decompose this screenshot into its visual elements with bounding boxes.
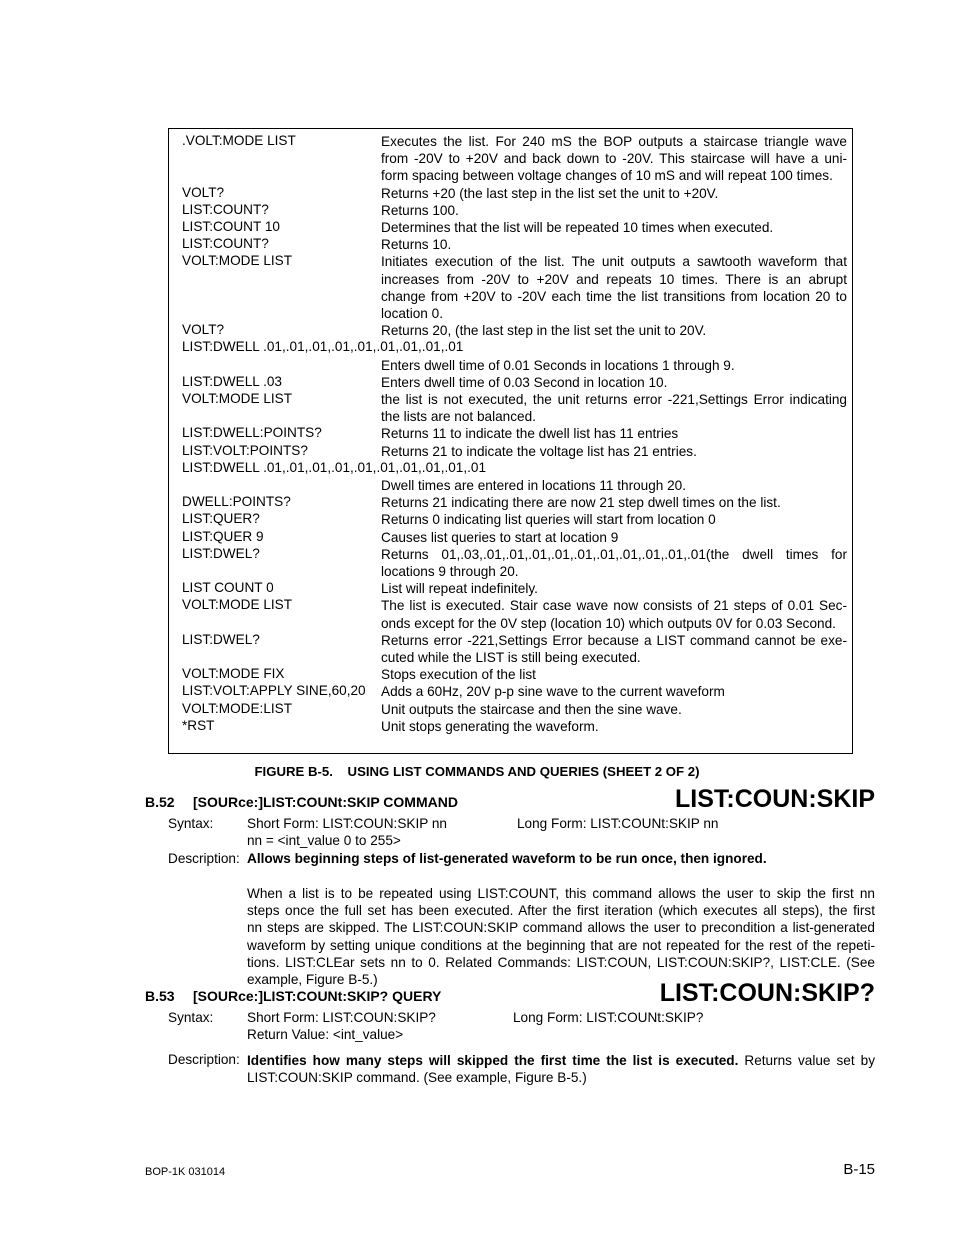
syntax-label: Syntax:: [168, 1010, 214, 1025]
description-paragraph: [247, 1052, 875, 1086]
command-text: LIST:VOLT:POINTS?: [182, 442, 308, 458]
paragraph-line: When a list is to be repeated using LIST:COUNT, this command allows the user to skip the first nn: [247, 886, 875, 901]
command-description: [381, 236, 847, 253]
description-line: Enters dwell time of 0.03 Second in location 10.: [381, 374, 668, 390]
command-description: [381, 597, 847, 631]
description-line: Returns +20 (the last step in the list set the unit to +20V.: [381, 185, 719, 201]
description-line: Returns 0 indicating list queries will start from location 0: [381, 512, 716, 528]
paragraph-line: nn steps are skipped. The LIST:COUN:SKIP command allows the user to precondition a list-generated: [247, 920, 875, 936]
command-description: [381, 580, 847, 597]
command-text: VOLT:MODE LIST: [182, 253, 293, 269]
description-line: Returns error -221,Settings Error because a LIST command cannot be exe-: [381, 632, 847, 648]
description-line: Stops execution of the list: [381, 667, 536, 683]
command-description: [381, 443, 847, 460]
command-description: [381, 477, 847, 494]
command-text: DWELL:POINTS?: [182, 494, 291, 510]
description-line: change from +20V to -20V each time the list transitions from location 20 to: [381, 288, 847, 304]
command-text: LIST:VOLT:APPLY SINE,60,20: [182, 683, 366, 699]
command-text: LIST:DWEL?: [182, 631, 260, 647]
syntax-label: Syntax:: [168, 816, 214, 831]
description-line: Returns 21 to indicate the voltage list has 21 entries.: [381, 443, 697, 459]
command-description: [381, 666, 847, 683]
description-line: onds except for the 0V step (location 10) which outputs 0V for 0.03 Second.: [381, 615, 836, 631]
section-heading-b52: [145, 794, 458, 810]
description-line: the list is not executed, the unit returns error -221,Settings Error indicating: [381, 392, 847, 407]
description-line: the lists are not balanced.: [381, 409, 536, 425]
description-line: Initiates execution of the list. The unit outputs a sawtooth waveform that: [381, 254, 847, 270]
command-description: [381, 357, 847, 374]
command-text: LIST:COUNT?: [182, 236, 269, 252]
description-line: Determines that the list will be repeated 10 times when executed.: [381, 220, 774, 235]
paragraph-line: tions. LIST:CLEar sets nn to 0. Related Commands: LIST:COUN, LIST:COUN:SKIP?, LIST:CLE. (See: [247, 954, 875, 970]
section-number: B.52: [145, 794, 175, 810]
description-label: Description:: [168, 851, 240, 866]
section-number: B.53: [145, 988, 175, 1004]
description-line: Returns 01,.03,.01,.01,.01,.01,.01,.01,.01,.01,.01,.01(the dwell times for: [381, 546, 847, 562]
description-line: Adds a 60Hz, 20V p-p sine wave to the current waveform: [381, 684, 725, 700]
description-line: location 0.: [381, 306, 443, 321]
command-description: [381, 701, 847, 718]
command-text: LIST:DWELL:POINTS?: [182, 425, 322, 441]
description-line: List will repeat indefinitely.: [381, 581, 538, 597]
description-line: Executes the list. For 240 mS the BOP outputs a staircase triangle wave: [381, 134, 847, 149]
description-summary: Allows beginning steps of list-generated waveform to be run once, then ignored.: [247, 851, 767, 866]
command-description: [381, 219, 847, 236]
command-text: VOLT:MODE LIST: [182, 391, 293, 406]
command-banner-b53: LIST:COUN:SKIP?: [659, 979, 875, 1007]
command-text: VOLT:MODE LIST: [182, 597, 293, 613]
description-line: from -20V to +20V and back down to -20V. This staircase will have a uni-: [381, 151, 847, 167]
command-text: *RST: [182, 717, 215, 733]
command-banner-b52: LIST:COUN:SKIP: [675, 785, 875, 813]
command-text: LIST:DWELL .01,.01,.01,.01,.01,.01,.01,.01,.01: [182, 339, 464, 355]
command-text: VOLT?: [182, 322, 225, 338]
paragraph-line: example, Figure B-5.): [247, 972, 378, 988]
command-description: [381, 133, 847, 185]
description-line: form spacing between voltage changes of 10 mS and will repeat 100 times.: [381, 168, 833, 184]
description-paragraph: [247, 885, 875, 988]
short-form: Short Form: LIST:COUN:SKIP?: [247, 1010, 436, 1025]
paragraph-line: waveform by setting unique conditions at the beginning that are not repeated for the rest of the repeti-: [247, 937, 875, 953]
command-description: [381, 718, 847, 735]
description-line: increases from -20V to +20V and repeats 10 times. There is an abrupt: [381, 271, 847, 287]
command-description: [381, 322, 847, 339]
command-text: .VOLT:MODE LIST: [182, 133, 296, 148]
description-line: Causes list queries to start at location 9: [381, 529, 619, 545]
command-description: [381, 546, 847, 580]
description-line: Returns 10.: [381, 237, 452, 253]
command-description: [381, 494, 847, 511]
description-rest: Returns value set by: [738, 1053, 875, 1068]
command-text: LIST:COUNT?: [182, 201, 269, 217]
parameter-range: nn = <int_value 0 to 255>: [247, 833, 401, 848]
long-form: Long Form: LIST:COUNt:SKIP?: [513, 1010, 704, 1025]
section-title: [SOURce:]LIST:COUNt:SKIP COMMAND: [193, 794, 458, 810]
return-value: Return Value: <int_value>: [247, 1027, 404, 1042]
command-description: [381, 632, 847, 666]
description-line: The list is executed. Stair case wave now consists of 21 steps of 0.01 Sec-: [381, 598, 847, 614]
description-line: Dwell times are entered in locations 11 through 20.: [381, 478, 687, 493]
command-description: [381, 391, 847, 425]
footer-doc-id: BOP-1K 031014: [145, 1166, 226, 1178]
page-number: B-15: [843, 1161, 875, 1178]
description-line: cuted while the LIST is still being executed.: [381, 650, 641, 665]
description-line: Returns 11 to indicate the dwell list has 11 entries: [381, 426, 679, 442]
paragraph-line: LIST:COUN:SKIP command. (See example, Figure B-5.): [247, 1070, 587, 1086]
command-description: [381, 529, 847, 546]
command-text: LIST:COUNT 10: [182, 219, 280, 234]
paragraph-line: steps once the full set has been executed. After the first iteration (which executes all steps), the first: [247, 903, 875, 919]
description-line: Returns 100.: [381, 202, 459, 218]
command-description: [381, 683, 847, 700]
command-text: LIST:DWELL .01,.01,.01,.01,.01,.01,.01,.01,.01,.01: [182, 459, 487, 475]
command-text: VOLT?: [182, 184, 225, 200]
command-text: LIST:QUER?: [182, 511, 260, 527]
short-form: Short Form: LIST:COUN:SKIP nn: [247, 816, 447, 831]
description-summary: Identifies how many steps will skipped the first time the list is executed.: [247, 1053, 739, 1068]
command-text: VOLT:MODE FIX: [182, 666, 285, 682]
command-description: [381, 425, 847, 442]
description-line: Returns 21 indicating there are now 21 step dwell times on the list.: [381, 495, 781, 511]
description-line: locations 9 through 20.: [381, 564, 519, 579]
command-description: [381, 253, 847, 322]
command-description: [381, 185, 847, 202]
section-heading-b53: [145, 988, 441, 1004]
command-text: VOLT:MODE:LIST: [182, 700, 293, 716]
section-title: [SOURce:]LIST:COUNt:SKIP? QUERY: [193, 988, 442, 1004]
command-text: LIST COUNT 0: [182, 580, 274, 596]
command-text: LIST:DWELL .03: [182, 373, 282, 389]
description-label: Description:: [168, 1052, 240, 1067]
command-description: [381, 374, 847, 391]
description-line: Enters dwell time of 0.01 Seconds in locations 1 through 9.: [381, 357, 735, 373]
example-table-frame: [168, 128, 853, 754]
description-line: Unit stops generating the waveform.: [381, 718, 599, 734]
command-text: LIST:QUER 9: [182, 528, 264, 544]
description-line: Returns 20, (the last step in the list set the unit to 20V.: [381, 323, 707, 339]
figure-caption: FIGURE B-5. USING LIST COMMANDS AND QUERIES (SHEET 2 OF 2): [254, 764, 700, 779]
description-line: Unit outputs the staircase and then the sine wave.: [381, 701, 682, 717]
command-description: [381, 202, 847, 219]
long-form: Long Form: LIST:COUNt:SKIP nn: [517, 816, 719, 831]
command-text: LIST:DWEL?: [182, 545, 260, 561]
command-description: [381, 511, 847, 528]
paragraph-line: [247, 1052, 875, 1069]
